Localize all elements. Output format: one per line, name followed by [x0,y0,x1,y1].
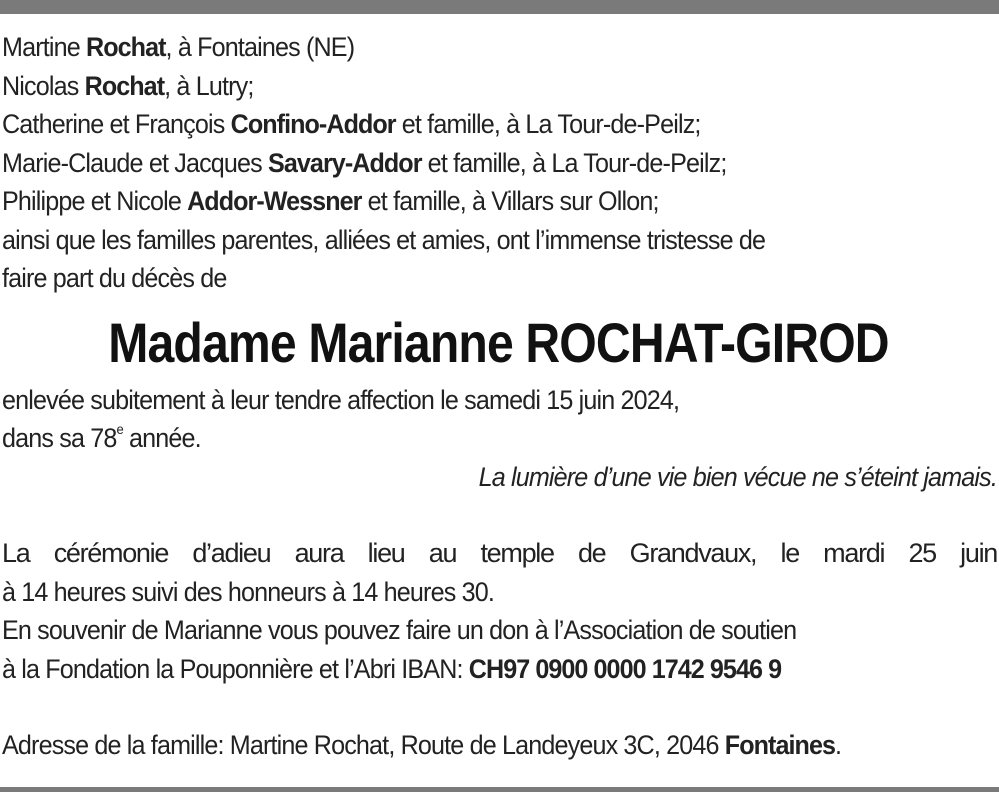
family-line-4: Marie-Claude et Jacques Savary-Addor et famille, à La Tour-de-Peilz; [2,147,727,178]
deceased-name: Madame Marianne ROCHAT-GIROD [108,310,889,374]
donation-line-2: à la Fondation la Pouponnière et l’Abri IBAN: CH97 0900 0000 1742 9546 9 [2,653,782,684]
obituary-notice [2,28,997,765]
bottom-rule [0,787,999,792]
top-rule [0,0,999,14]
family-line-3: Catherine et François Confino-Addor et famille, à La Tour-de-Peilz; [2,109,701,139]
ceremony-line-2: à 14 heures suivi des honneurs à 14 heures 30. [2,576,494,607]
iban: CH97 0900 0000 1742 9546 9 [468,653,782,684]
quote: La lumière d’une vie bien vécue ne s’éteint jamais. [478,461,997,492]
age-line: dans sa 78e année. [2,421,201,453]
family-line-2: Nicolas Rochat, à Lutry; [2,70,254,101]
announce-line-1: ainsi que les familles parentes, alliées et amies, ont l’immense tristesse de [2,224,766,255]
family-line-5: Philippe et Nicole Addor-Wessner et famille, à Villars sur Ollon; [2,186,659,216]
death-line: enlevée subitement à leur tendre affection le samedi 15 juin 2024, [2,384,680,415]
donation-line-1: En souvenir de Marianne vous pouvez faire un don à l’Association de soutien [2,615,797,645]
announce-line-2: faire part du décès de [2,263,227,293]
ceremony-line-1: La cérémonie d’adieu aura lieu au temple de Grandvaux, le mardi 25 juin [2,538,997,568]
family-address: Adresse de la famille: Martine Rochat, Route de Landeyeux 3C, 2046 Fontaines. [2,730,842,760]
family-line-1: Martine Rochat, à Fontaines (NE) [2,32,355,62]
